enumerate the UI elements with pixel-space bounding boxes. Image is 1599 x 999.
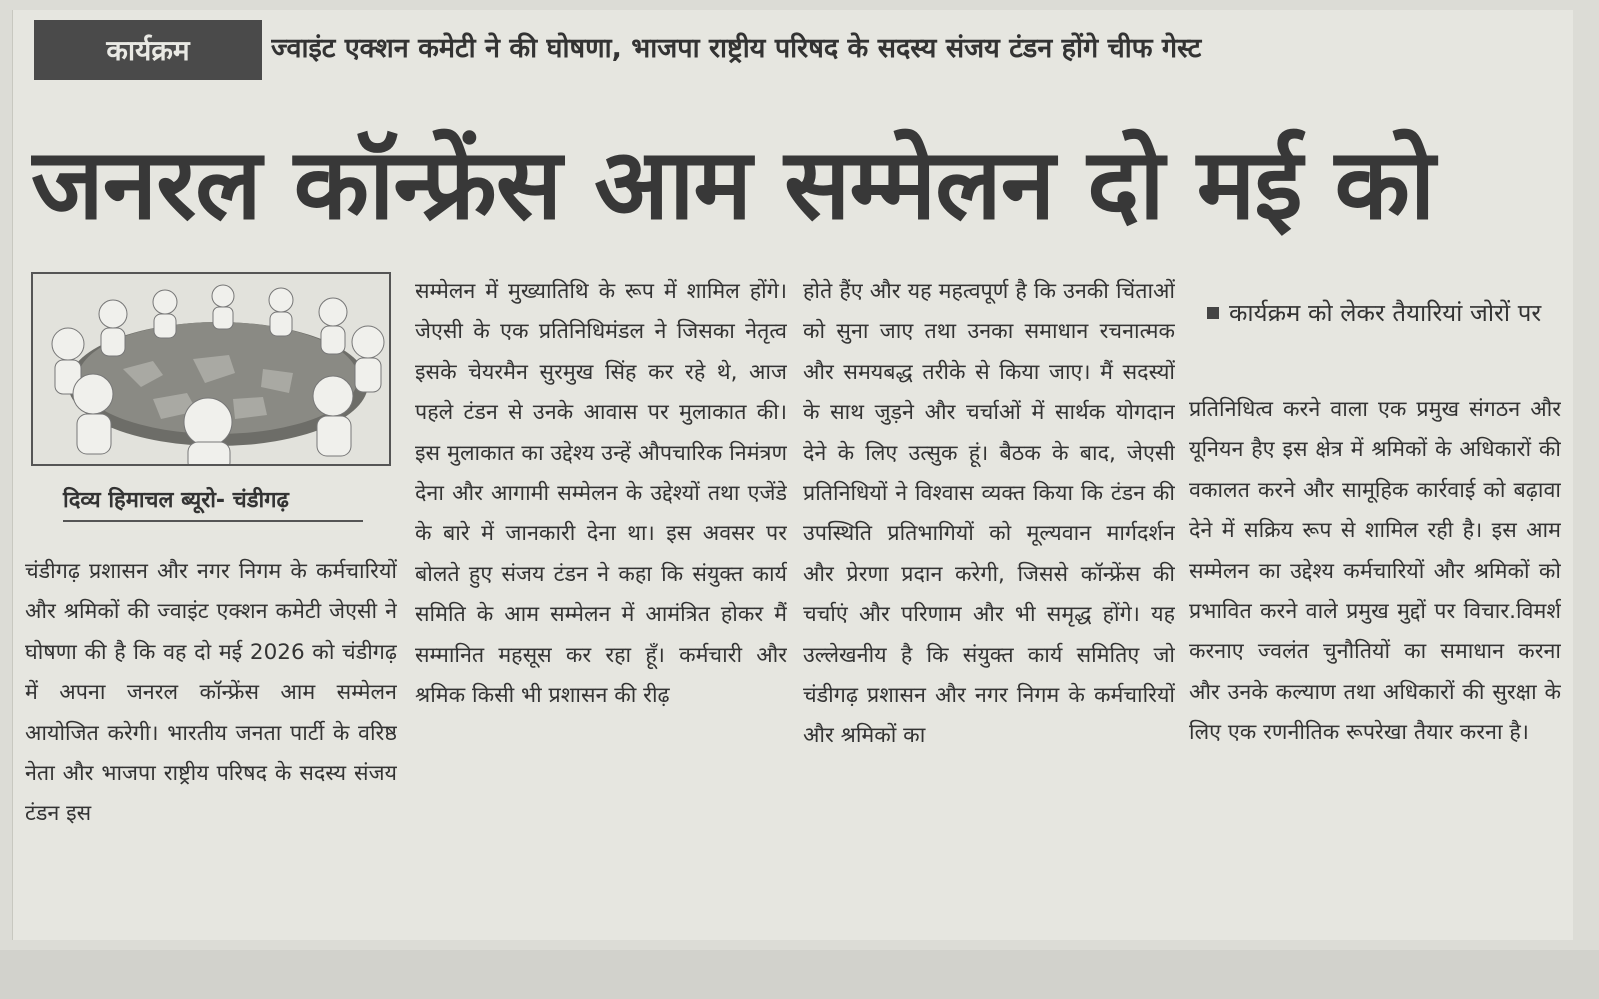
article-column-4 xyxy=(1189,390,1561,932)
column-3-text: होते हैंए और यह महत्वपूर्ण है कि उनकी चिंताओं को सुना जाए तथा उनका समाधान रचनात्मक और समयबद्ध तरीके से किया जाए। मैं सदस्यों के साथ जुड़ने और चर्चाओं में सार्थक योगदान देने के लिए उत्सुक हूं। बैठक के बाद, जेएसी प्रतिनिधियों ने विश्वास व्यक्त किया कि टंडन की उपस्थिति प्रतिभागियों को मूल्यवान मार्गदर्शन और प्रेरणा प्रदान करेगी, जिससे कॉन्फ्रेंस की चर्चाएं और परिणाम और भी समृद्ध होंगे। यह उल्लेखनीय है कि संयुक्त कार्य समितिए जो चंडीगढ़ प्रशासन और नगर निगम के कर्मचारियों और श्रमिकों का xyxy=(803,279,1175,749)
highlight-text: कार्यक्रम को लेकर तैयारियां जोरों पर xyxy=(1229,299,1542,327)
article-column-1 xyxy=(25,552,397,932)
headline: जनरल कॉन्फ्रेंस आम सम्मेलन दो मई को xyxy=(31,128,1435,242)
byline: दिव्य हिमाचल ब्यूरो- चंडीगढ़ xyxy=(63,484,363,522)
kicker-label: कार्यक्रम xyxy=(34,20,262,80)
article-column-3 xyxy=(803,272,1175,932)
round-table-illustration-icon xyxy=(33,274,389,464)
highlight-box xyxy=(1207,292,1567,376)
column-1-text: चंडीगढ़ प्रशासन और नगर निगम के कर्मचारियों और श्रमिकों की ज्वाइंट एक्शन कमेटी जेएसी ने घोषणा की है कि वह दो मई 2026 को चंडीगढ़ में अपना जनरल कॉन्फ्रेंस आम सम्मेलन आयोजित करेगी। भारतीय जनता पार्टी के वरिष्ठ नेता और भाजपा राष्ट्रीय परिषद के सदस्य संजय टंडन इस xyxy=(25,559,397,827)
background-surface xyxy=(0,950,1599,999)
column-4-text: प्रतिनिधित्व करने वाला एक प्रमुख संगठन और यूनियन हैए इस क्षेत्र में श्रमिकों के अधिकारों की वकालत करने और सामूहिक कार्रवाई को बढ़ावा देने में सक्रिय रूप से शामिल रही है। इस आम सम्मेलन का उद्देश्य कर्मचारियों और श्रमिकों को प्रभावित करने वाले प्रमुख मुद्दों पर विचार.विमर्श करनाए ज्वलंत चुनौतियों का समाधान करना और उनके कल्याण तथा अधिकारों की सुरक्षा के लिए एक रणनीतिक रूपरेखा तैयार करना है। xyxy=(1189,397,1561,746)
newspaper-page xyxy=(12,10,1573,940)
column-2-text: सम्मेलन में मुख्यातिथि के रूप में शामिल होंगे। जेएसी के एक प्रतिनिधिमंडल ने जिसका नेतृत्व इसके चेयरमैन सुरमुख सिंह कर रहे थे, आज पहले टंडन से उनके आवास पर मुलाकात की। इस मुलाकात का उद्देश्य उन्हें औपचारिक निमंत्रण देना और आगामी सम्मेलन के उद्देश्यों तथा एजेंडे के बारे में जानकारी देना था। इस अवसर पर बोलते हुए संजय टंडन ने कहा कि संयुक्त कार्य समिति के आम सम्मेलन में आमंत्रित होकर मैं सम्मानित महसूस कर रहा हूँ। कर्मचारी और श्रमिक किसी भी प्रशासन की रीढ़ xyxy=(415,279,787,709)
square-bullet-icon xyxy=(1207,307,1219,319)
meeting-photo xyxy=(31,272,391,466)
article-column-2 xyxy=(415,272,787,932)
subheadline: ज्वाइंट एक्शन कमेटी ने की घोषणा, भाजपा राष्ट्रीय परिषद के सदस्य संजय टंडन होंगे चीफ गेस्ट xyxy=(271,33,1202,64)
